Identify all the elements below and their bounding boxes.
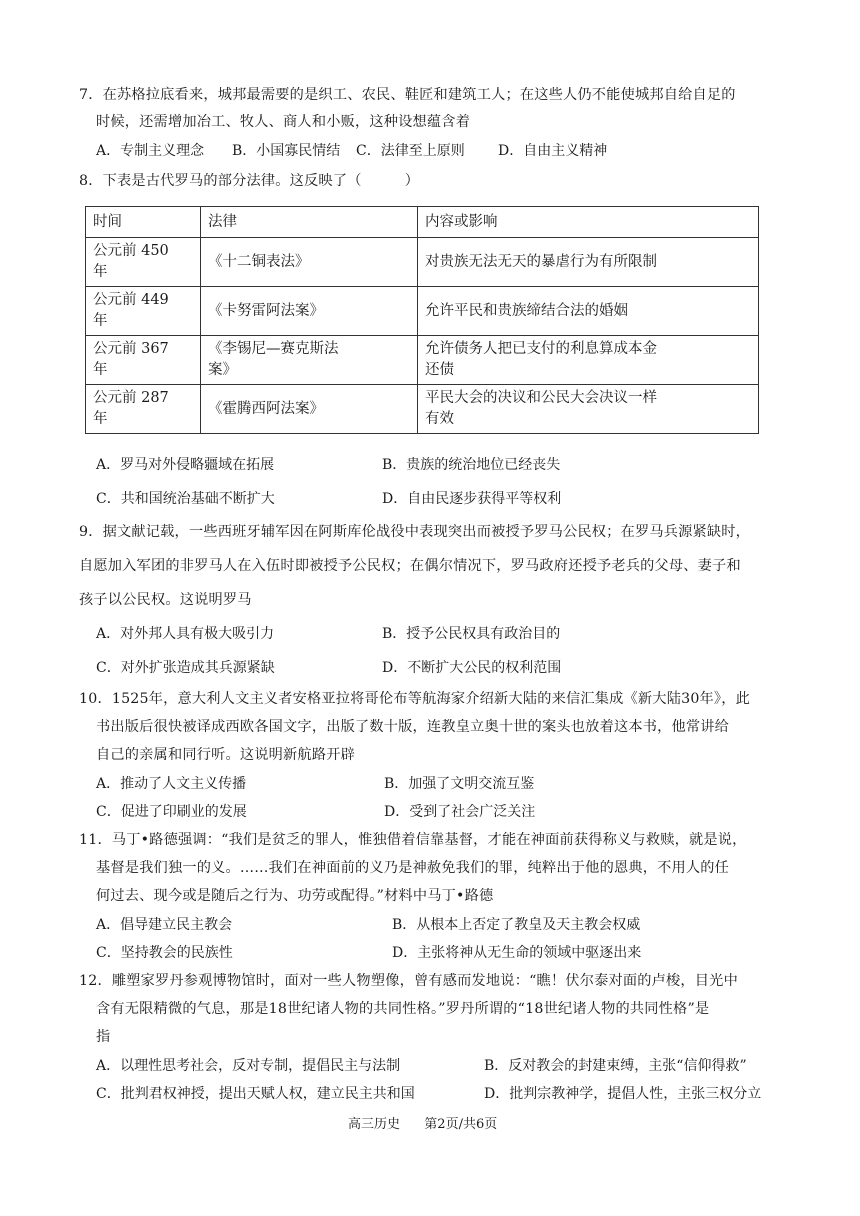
q12-option-b: B．反对教会的封建束缚，主张“信仰得救” (484, 1058, 747, 1074)
q10-line3: 自己的亲属和同行听。这说明新航路开辟 (96, 747, 355, 763)
q8-option-c: C．共和国统治基础不断扩大 (96, 491, 275, 507)
q10-line2: 书出版后很快被译成西欧各国文字，出版了数十版，连教皇立奥十世的案头也放着这本书，他常讲给 (96, 719, 730, 735)
table-header-cell: 内容或影响 (418, 207, 759, 238)
q10-option-b: B．加强了文明交流互鉴 (384, 776, 535, 792)
q10-option-a: A．推动了人文主义传播 (96, 776, 247, 792)
q7-option-c: C．法律至上原则 (356, 143, 465, 159)
q11-option-c: C．坚持教会的民族性 (96, 945, 233, 961)
footer (348, 1113, 497, 1132)
footer-page-number: 第2页/共6页 (424, 1117, 498, 1132)
table-header-cell: 法律 (201, 207, 418, 238)
q11-line1: 11．马丁•路德强调：“我们是贫乏的罪人，惟独借着信靠基督，才能在神面前获得称义与救赎，就是说， (79, 832, 747, 848)
table-cell-time: 公元前 287 年 (86, 385, 201, 434)
q8-stem: 8．下表是古代罗马的部分法律。这反映了（ ） (79, 173, 420, 189)
table-cell-law: 《李锡尼—赛克斯法 案》 (201, 336, 418, 385)
table-row (86, 385, 759, 434)
table-cell-content: 平民大会的决议和公民大会决议一样 有效 (418, 385, 759, 434)
table-cell-content: 允许平民和贵族缔结合法的婚姻 (418, 287, 759, 336)
table-row (86, 287, 759, 336)
q12-option-c: C．批判君权神授，提出天赋人权，建立民主共和国 (96, 1086, 415, 1102)
q10-line1: 10．1525年，意大利人文主义者安格亚拉将哥伦布等航海家介绍新大陆的来信汇集成《新大陆30年》，此 (79, 691, 750, 707)
q12-line2: 含有无限精微的气息，那是18世纪诸人物的共同性格。”罗丹所谓的“18世纪诸人物的共同性格”是 (96, 1001, 710, 1017)
table-header-row (86, 207, 759, 238)
q10-option-d: D．受到了社会广泛关注 (384, 804, 536, 820)
q7-line2: 时候，还需增加冶工、牧人、商人和小贩，这种设想蕴含着 (96, 114, 471, 130)
table-cell-law: 《十二铜表法》 (201, 238, 418, 287)
table-cell-time: 公元前 450 年 (86, 238, 201, 287)
q9-option-b: B．授予公民权具有政治目的 (382, 626, 561, 642)
roman-law-table (85, 206, 759, 434)
table-cell-law: 《霍腾西阿法案》 (201, 385, 418, 434)
table-cell-content: 允许债务人把已支付的利息算成本金 还债 (418, 336, 759, 385)
q8-option-b: B．贵族的统治地位已经丧失 (382, 457, 561, 473)
table-cell-law: 《卡努雷阿法案》 (201, 287, 418, 336)
q12-line3: 指 (96, 1029, 111, 1045)
q11-line2: 基督是我们独一的义。……我们在神面前的义乃是神赦免我们的罪，纯粹出于他的恩典，不用人的任 (96, 860, 730, 876)
q11-option-d: D．主张将神从无生命的领域中驱逐出来 (392, 945, 642, 961)
table-cell-content: 对贵族无法无天的暴虐行为有所限制 (418, 238, 759, 287)
q12-line1: 12．雕塑家罗丹参观博物馆时，面对一些人物塑像，曾有感而发地说：“瞧！伏尔泰对面的卢梭，目光中 (79, 973, 738, 989)
q9-option-d: D．不断扩大公民的权利范围 (382, 660, 562, 676)
q9-option-a: A．对外邦人具有极大吸引力 (96, 626, 275, 642)
q11-line3: 何过去、现今或是随后之行为、功劳或配得。”材料中马丁•路德 (96, 888, 494, 904)
q7-option-d: D．自由主义精神 (498, 143, 608, 159)
table-row (86, 336, 759, 385)
table-cell-time: 公元前 449 年 (86, 287, 201, 336)
q9-line2: 自愿加入军团的非罗马人在入伍时即被授予公民权；在偶尔情况下，罗马政府还授予老兵的父母、妻子和 (79, 558, 741, 574)
q7-line1: 7．在苏格拉底看来，城邦最需要的是织工、农民、鞋匠和建筑工人；在这些人仍不能使城邦自给自足的 (79, 87, 736, 103)
q11-option-a: A．倡导建立民主教会 (96, 917, 233, 933)
table-row (86, 238, 759, 287)
q7-option-a: A．专制主义理念 (96, 143, 205, 159)
table-cell-time: 公元前 367 年 (86, 336, 201, 385)
q9-option-c: C．对外扩张造成其兵源紧缺 (96, 660, 275, 676)
q9-line3: 孩子以公民权。这说明罗马 (79, 592, 252, 608)
q8-option-a: A．罗马对外侵略疆域在拓展 (96, 457, 275, 473)
q11-option-b: B．从根本上否定了教皇及天主教会权威 (392, 917, 641, 933)
q7-option-b: B．小国寡民情结 (232, 143, 341, 159)
q10-option-c: C．促进了印刷业的发展 (96, 804, 247, 820)
q9-line1: 9．据文献记载，一些西班牙辅军因在阿斯库伦战役中表现突出而被授予罗马公民权；在罗马兵源紧缺时， (79, 524, 751, 540)
table-header-cell: 时间 (86, 207, 201, 238)
footer-subject: 高三历史 (348, 1117, 401, 1132)
q12-option-d: D．批判宗教神学，提倡人性，主张三权分立 (484, 1086, 762, 1102)
q12-option-a: A．以理性思考社会，反对专制，提倡民主与法制 (96, 1058, 401, 1074)
q8-option-d: D．自由民逐步获得平等权利 (382, 491, 562, 507)
